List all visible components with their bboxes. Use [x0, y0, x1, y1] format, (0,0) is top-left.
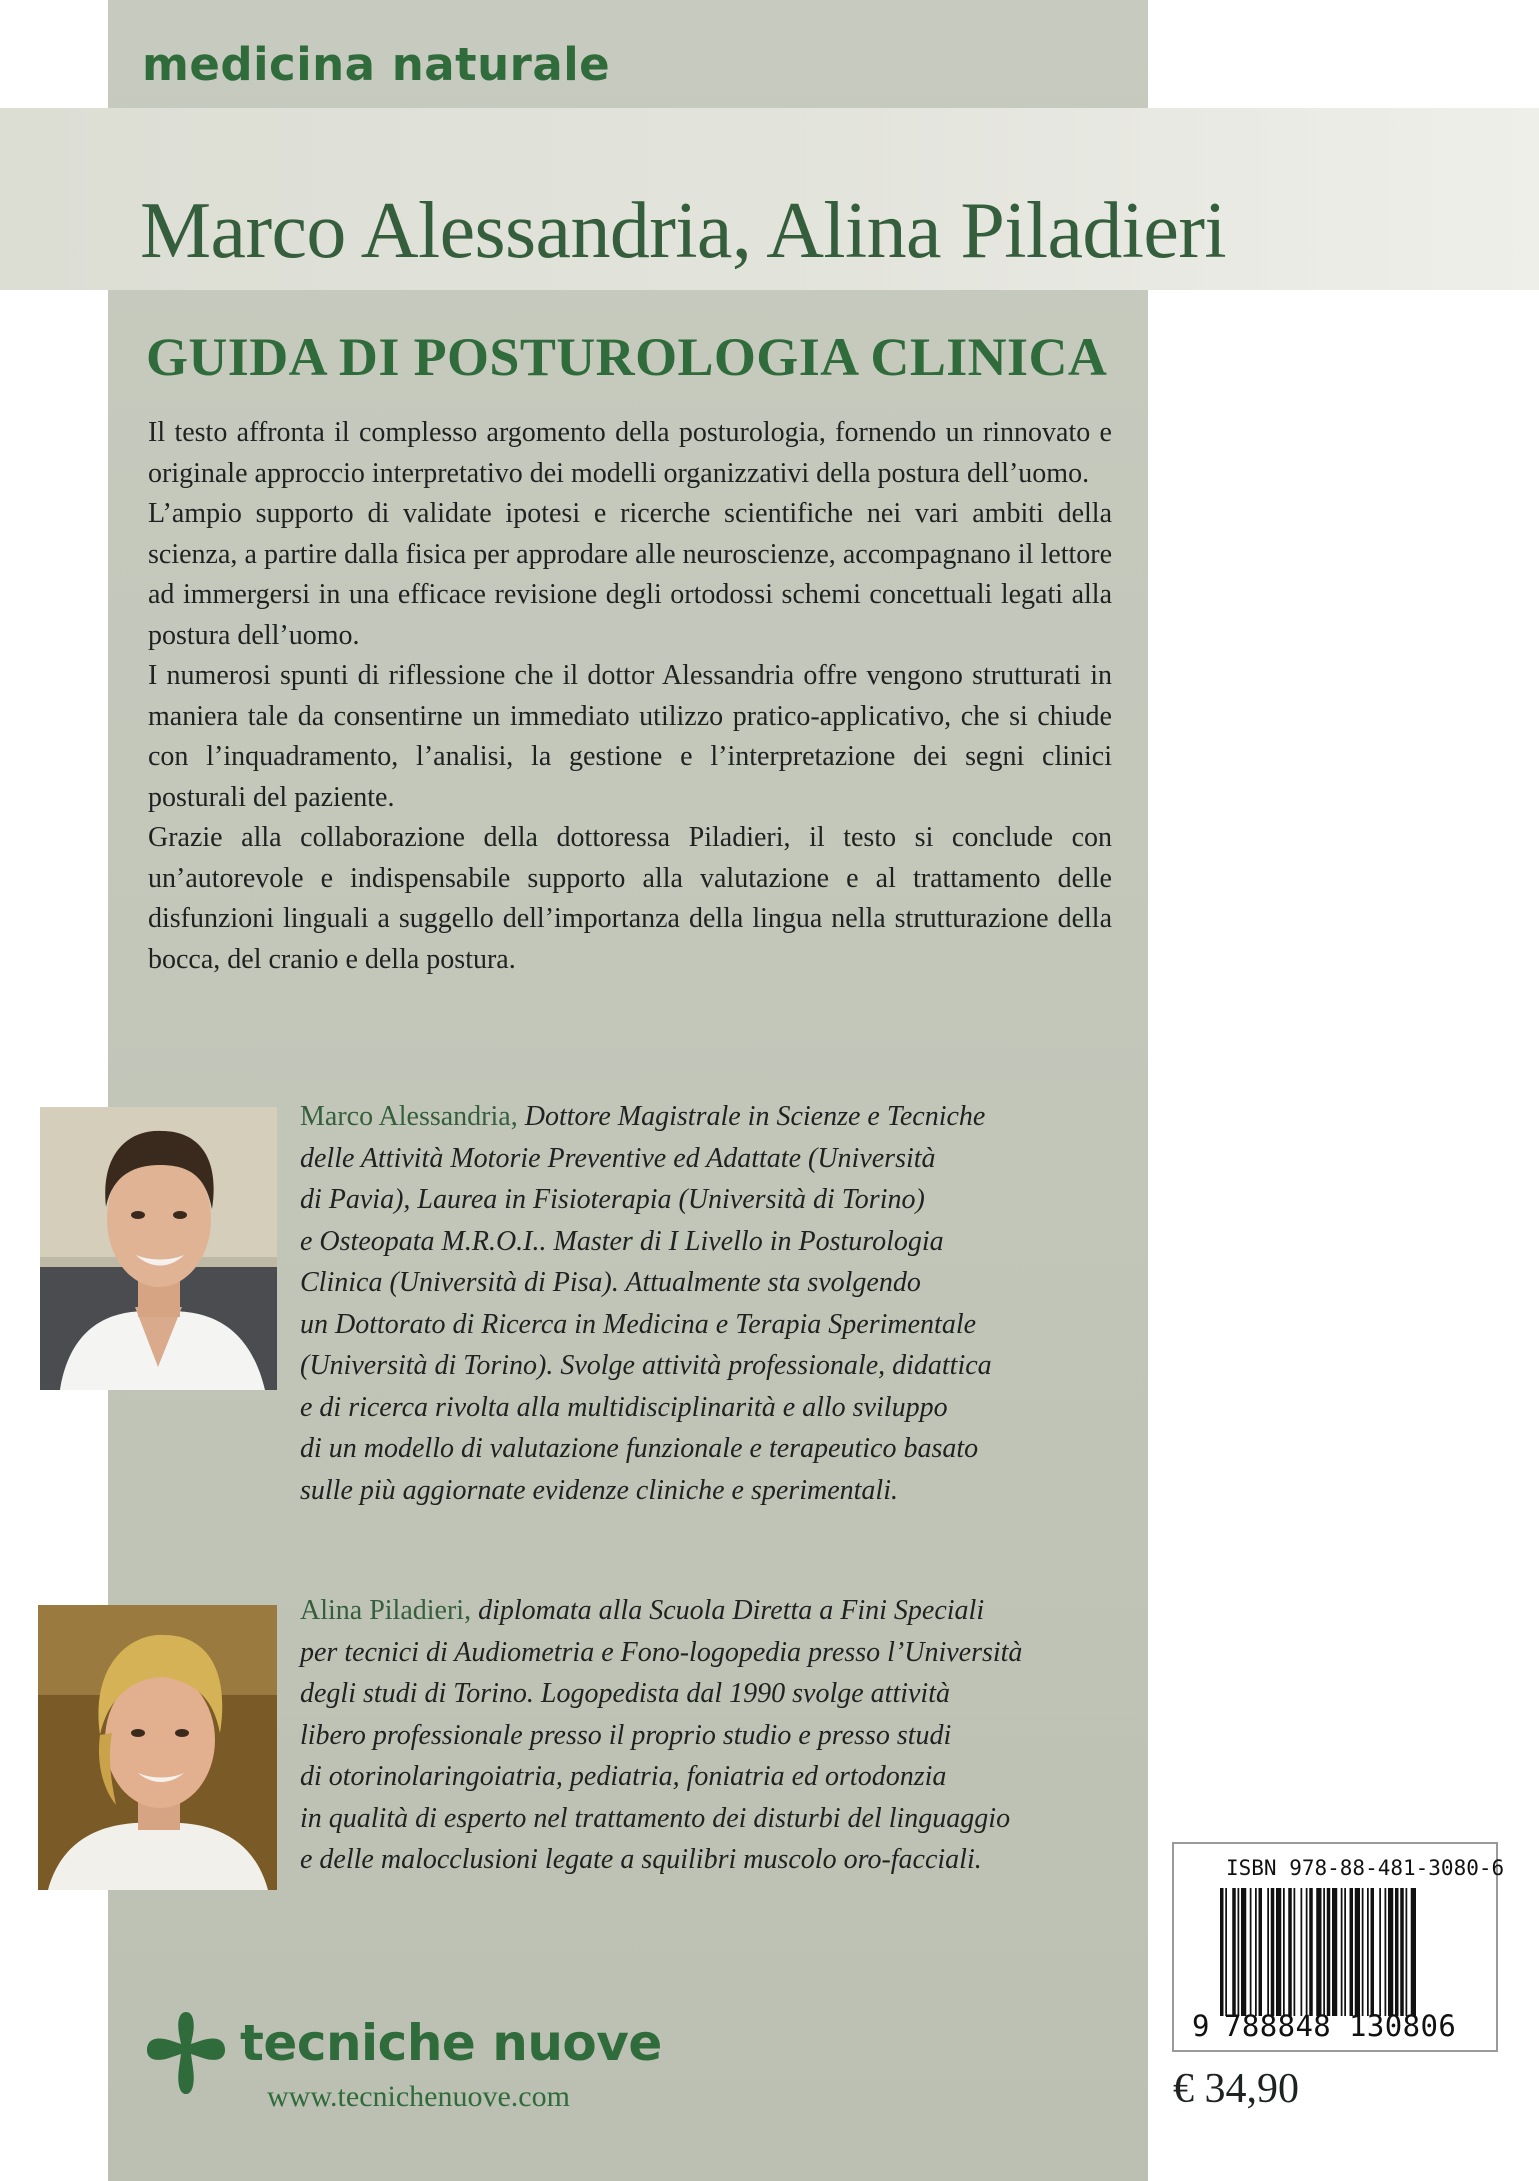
bio-line: un Dottorato di Ricerca in Medicina e Terapia Sperimentale: [300, 1308, 977, 1340]
barcode-digits: 788848 130806: [1224, 2009, 1457, 2043]
barcode-bar: [1395, 1888, 1399, 2016]
bio-line: di otorinolaringoiatria, pediatria, foniatria ed ortodonzia: [300, 1761, 947, 1792]
barcode-bar: [1341, 1888, 1343, 2016]
barcode-bar: [1250, 1888, 1252, 2016]
barcode-bar: [1232, 1888, 1236, 2016]
bio-line: sulle più aggiornate evidenze cliniche e sperimentali.: [300, 1474, 898, 1506]
bio-line: Clinica (Università di Pisa). Attualmente sta svolgendo: [300, 1267, 921, 1298]
barcode-bar: [1379, 1888, 1381, 2016]
barcode-bar: [1350, 1888, 1354, 2016]
barcode-bar: [1385, 1888, 1387, 2016]
barcode-bar: [1367, 1888, 1369, 2016]
barcode-bar: [1371, 1888, 1375, 2016]
bio-line: e delle malocclusioni legate a squilibri muscolo oro-facciali.: [300, 1844, 982, 1875]
bio-line: degli studi di Torino. Logopedista dal 1990 svolge attività: [300, 1678, 950, 1709]
bio-line: Dottore Magistrale in Scienze e Tecniche: [524, 1101, 986, 1132]
barcode-bar: [1294, 1888, 1296, 2016]
barcode-bar: [1267, 1888, 1269, 2016]
bio-line: delle Attività Motorie Preventive ed Adattate (Università: [300, 1142, 936, 1174]
bio-name: Marco Alessandria,: [300, 1101, 518, 1132]
barcode-bar: [1411, 1888, 1416, 2016]
isbn-barcode-box: [1172, 1842, 1505, 2052]
barcode-bar: [1271, 1888, 1275, 2016]
barcode-bar: [1316, 1888, 1321, 2016]
bio-line: (Università di Torino). Svolge attività professionale, didattica: [300, 1350, 992, 1381]
barcode-bar: [1283, 1888, 1285, 2016]
bio-line: in qualità di esperto nel trattamento dei disturbi del linguaggio: [300, 1802, 1011, 1834]
barcode-bar: [1327, 1888, 1331, 2016]
barcode-bar: [1355, 1888, 1360, 2016]
bio-name: Alina Piladieri,: [300, 1595, 472, 1626]
bio-alessandria: [300, 1096, 1140, 1511]
bio-piladieri: [300, 1590, 1140, 1881]
book-description: [148, 413, 1112, 980]
barcode-bar: [1362, 1888, 1364, 2016]
description-paragraph: I numerosi spunti di riflessione che il dottor Alessandria offre vengono strutturati in maniera tale da consentirne un immediato utilizzo pratico-applicativo, che si chiude con l’inquadramento, l’analisi, la gestione e l’interpretazione dei segni clinici posturali del paziente.: [148, 660, 1112, 813]
description-paragraph: Il testo affronta il complesso argomento della posturologia, fornendo un rinnovato e originale approccio interpretativo dei modelli organizzativi della postura dell’uomo.: [148, 417, 1112, 489]
description-paragraph: L’ampio supporto di validate ipotesi e ricerche scientifiche nei vari ambiti della scienza, a partire dalla fisica per approdare alle neuroscienze, accompagnano il lettore ad immergersi in una efficace revisione degli ortodossi schemi concettuali legati alla postura dell’uomo.: [148, 498, 1112, 651]
isbn-label: ISBN 978-88-481-3080-6: [1226, 1856, 1505, 1880]
bio-line: libero professionale presso il proprio studio e presso studi: [300, 1719, 952, 1751]
publisher-name: tecniche nuove: [240, 2014, 662, 2072]
publisher-cross-icon: [145, 2010, 227, 2096]
barcode-bar: [1238, 1888, 1240, 2016]
description-paragraph: Grazie alla collaborazione della dottoressa Piladieri, il testo si conclude con un’autorevole e indispensabile supporto alla valutazione e al trattamento delle disfunzioni linguali a suggello dell’importanza della lingua nella strutturazione della bocca, del cranio e della postura.: [148, 822, 1112, 975]
barcode: [1220, 1888, 1470, 2016]
barcode-bar: [1225, 1888, 1227, 2016]
price: € 34,90: [1173, 2066, 1299, 2112]
authors-heading: Marco Alessandria, Alina Piladieri: [140, 187, 1227, 275]
barcode-bar: [1400, 1888, 1404, 2016]
bio-line: diplomata alla Scuola Diretta a Fini Speciali: [478, 1595, 985, 1626]
author-photo-piladieri: [38, 1605, 277, 1890]
barcode-bar: [1220, 1888, 1224, 2016]
barcode-bar: [1344, 1888, 1346, 2016]
barcode-bar: [1241, 1888, 1246, 2016]
barcode-bar: [1332, 1888, 1337, 2016]
series-label: medicina naturale: [142, 38, 611, 91]
book-title: GUIDA DI POSTUROLOGIA CLINICA: [146, 327, 1108, 387]
barcode-bar: [1388, 1888, 1393, 2016]
barcode-bar: [1406, 1888, 1408, 2016]
barcode-bar: [1288, 1888, 1292, 2016]
barcode-bar: [1323, 1888, 1325, 2016]
barcode-bar: [1306, 1888, 1308, 2016]
bio-line: per tecnici di Audiometria e Fono-logopedia presso l’Università: [300, 1636, 1023, 1668]
author-photo-alessandria: [40, 1107, 277, 1390]
barcode-bar: [1309, 1888, 1313, 2016]
bio-line: di un modello di valutazione funzionale e terapeutico basato: [300, 1433, 979, 1464]
barcode-first-digit: 9: [1192, 2009, 1210, 2043]
bio-line: di Pavia), Laurea in Fisioterapia (Università di Torino): [300, 1184, 925, 1215]
barcode-bar: [1276, 1888, 1281, 2016]
bio-line: e di ricerca rivolta alla multidisciplinarità e allo sviluppo: [300, 1391, 948, 1423]
publisher-url: www.tecnichenuove.com: [267, 2080, 570, 2113]
barcode-bar: [1301, 1888, 1303, 2016]
bio-line: e Osteopata M.R.O.I.. Master di I Livello in Posturologia: [300, 1225, 944, 1257]
barcode-bar: [1255, 1888, 1257, 2016]
barcode-bar: [1259, 1888, 1263, 2016]
